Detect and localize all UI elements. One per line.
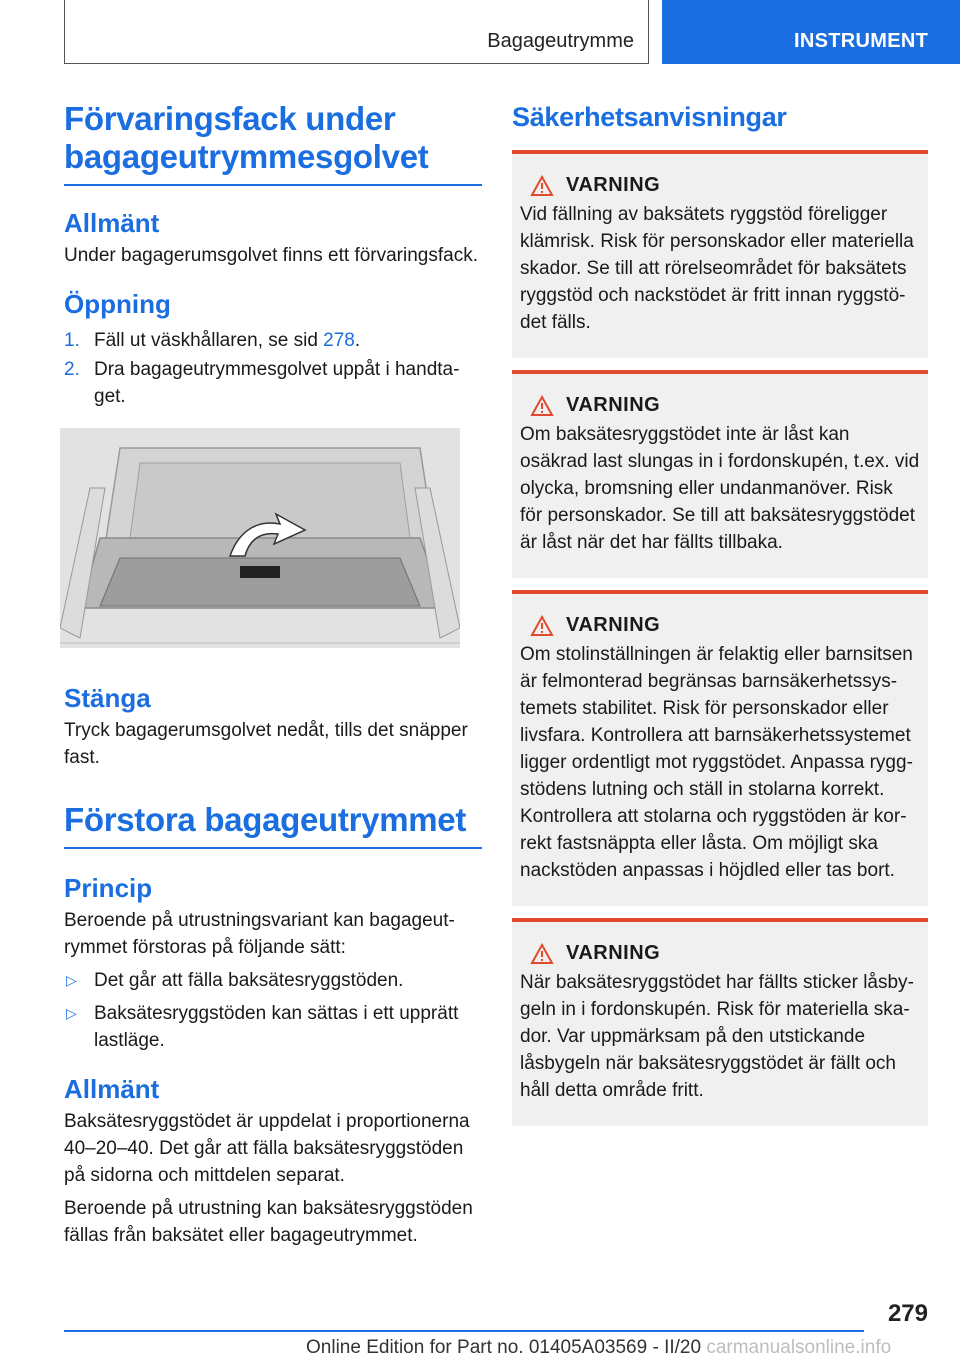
paragraph-closing: Tryck bagagerumsgolvet nedåt, tills det snäpper fast. [64, 720, 468, 768]
warning-box [512, 150, 928, 358]
heading-closing: Stänga [64, 683, 151, 713]
paragraph-split: Baksätesryggstödet är uppdelat i proportionerna 40–20–40. Det går att fälla baksätesryggstöden på sidorna och mittdelen separat. [64, 1111, 470, 1186]
heading-rule [64, 184, 482, 186]
heading-safety: Säkerhetsanvisningar [512, 102, 787, 132]
heading-general: Allmänt [64, 208, 160, 238]
warning-text: Vid fällning av baksätets ryggstöd föreligger klämrisk. Risk för personskador eller materiella skador. Se till att rörelseområdet för baksätets ryggstöd och nackstödet är fritt innan ryggstödet fälls. [520, 204, 914, 333]
tab-instrument-label: INSTRUMENT [794, 30, 929, 52]
heading-opening: Öppning [64, 289, 171, 319]
watermark: carmanualsonline.info [701, 1337, 892, 1358]
list-item [64, 1000, 482, 1054]
triangle-bullet-icon: ▷ [66, 1005, 77, 1021]
warning-title: VARNING [566, 394, 661, 416]
warning-box [512, 370, 928, 578]
footer-edition [306, 1337, 891, 1359]
section-title: Bagageutrymme [487, 30, 634, 52]
warning-header [530, 394, 920, 417]
heading-rule [64, 847, 482, 849]
warning-triangle-icon [530, 615, 554, 637]
warning-title: VARNING [566, 614, 661, 636]
tab-instrument[interactable] [662, 0, 960, 64]
step-number: 1. [64, 330, 80, 351]
paragraph-fold-options: Beroende på utrustning kan baksätesryggstöden fällas från baksätet eller bagageutrymmet. [64, 1198, 473, 1246]
list-item [64, 356, 482, 410]
warning-text: Om stolinställningen är felaktig eller barnsitsen är felmonterad begränsas barnsäkerhetssystemets stabilitet. Risk för personskador eller livsfara. Kontrollera att barnsäkerhetssystemet ligger ordentligt mot ryggstödet. Anpassa ryggstödens lutning och ställ in stolarna korrekt. Kontrollera att stolarna och ryggstöden är korrekt fastsnäppta eller låsta. Om möjligt ska nackstöden anpassas i höjdled eller tas bort. [520, 644, 913, 881]
warning-title: VARNING [566, 942, 661, 964]
list-item [64, 327, 482, 354]
header-box [64, 0, 649, 64]
list-item [64, 967, 482, 994]
step-text-end: . [354, 330, 361, 351]
edition-text: Online Edition for Part no. 01405A03569 - II/20 [306, 1337, 702, 1358]
heading-enlarge-trunk: Förstora bagageutrymmet [64, 801, 467, 838]
warning-header [530, 174, 920, 197]
warning-text: Om baksätesryggstödet inte är låst kan osäkrad last slungas in i fordonskupén, t.ex. vid olycka, bromsning eller undanmanöver. Risk för personskador. Se till att baksätesryggstödet är låst när det har fällts tillbaka. [520, 424, 920, 553]
heading-storage-compartment: Förvaringsfack under bagageutrymmesgolvet [64, 100, 429, 175]
warning-text: När baksätesryggstödet har fällts sticker låsbygeln in i fordonskupén. Risk för materiella skador. Var uppmärksam på den utstickande låsbygeln när baksätesryggstödet är fällt och håll detta område fritt. [520, 972, 914, 1101]
footer-rule [64, 1330, 864, 1332]
right-column [512, 100, 928, 1126]
opening-steps [64, 327, 482, 410]
warning-title: VARNING [566, 174, 661, 196]
bullet-text: Baksätesryggstöden kan sättas i ett upprätt lastläge. [94, 1003, 459, 1051]
step-text: Dra bagageutrymmesgolvet uppåt i handtaget. [94, 359, 460, 407]
heading-general-2: Allmänt [64, 1074, 160, 1104]
warning-triangle-icon [530, 943, 554, 965]
warning-header [530, 614, 920, 637]
heading-principle: Princip [64, 873, 153, 903]
warning-box [512, 590, 928, 906]
warning-triangle-icon [530, 395, 554, 417]
paragraph-general: Under bagagerumsgolvet finns ett förvaringsfack. [64, 245, 478, 266]
paragraph-principle: Beroende på utrustningsvariant kan bagageutrymmet förstoras på följande sätt: [64, 910, 455, 958]
trunk-floor-illustration [60, 428, 460, 648]
left-column [64, 100, 482, 1249]
principle-bullets [64, 967, 482, 1054]
page-link[interactable]: 278 [323, 330, 355, 351]
page-number: 279 [887, 1300, 928, 1327]
triangle-bullet-icon: ▷ [66, 972, 77, 988]
bullet-text: Det går att fälla baksätesryggstöden. [94, 970, 404, 991]
warning-box [512, 918, 928, 1126]
warning-header [530, 942, 920, 965]
warning-triangle-icon [530, 175, 554, 197]
step-number: 2. [64, 359, 80, 380]
step-text: Fäll ut väskhållaren, se sid [94, 330, 324, 351]
